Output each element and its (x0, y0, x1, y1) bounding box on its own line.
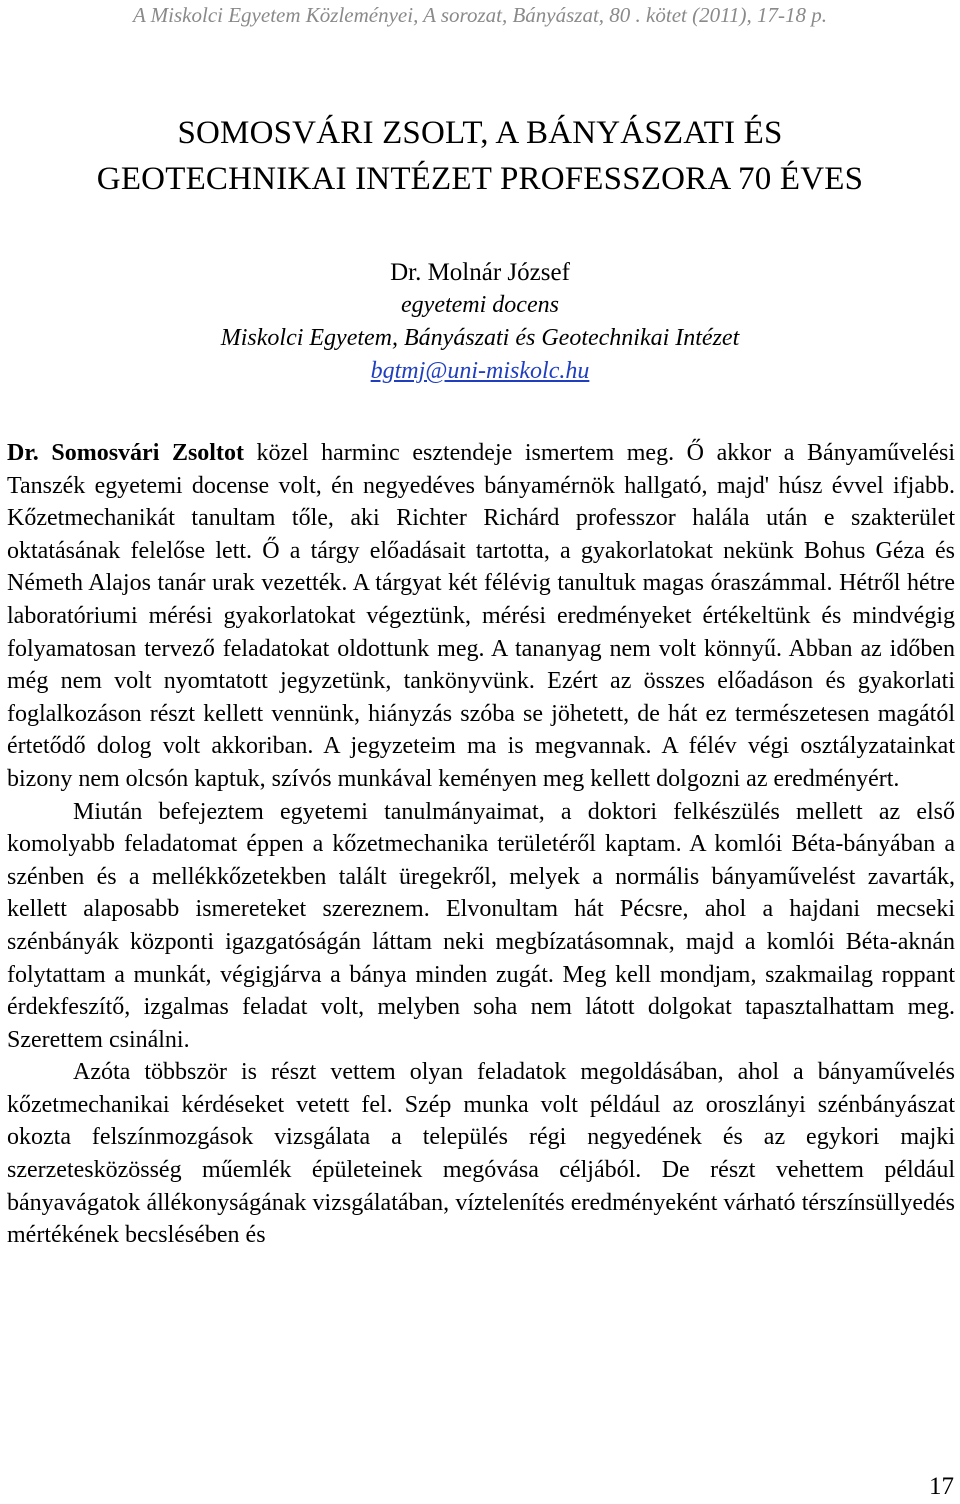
page-number: 17 (929, 1473, 954, 1500)
running-header: A Miskolci Egyetem Közleményei, A sorozat, Bányászat, 80 . kötet (2011), 17-18 p. (132, 3, 828, 27)
author-email-link[interactable]: bgtmj@uni-miskolc.hu (370, 358, 590, 384)
article-title (0, 110, 960, 202)
paragraph-1 (7, 437, 955, 796)
paragraph-3: Azóta többször is részt vettem olyan feladatok megoldásában, ahol a bányaművelés kőzetmechanikai kérdéseket vetett fel. Szép munka volt például az oroszlányi szénbányászat okozta felszínmozgások vizsgálata a település régi negyedének és az egykori majki szerzetesközösség műemlék épületeinek megóvása céljából. De részt vehettem például bányavágatok állékonyságának vizsgálatában, víztelenítés eredményeként várható térszínsüllyedés mértékének becslésében és (7, 1059, 955, 1249)
author-name: Dr. Molnár József (390, 259, 570, 286)
paragraph-1-text: közel harminc esztendeje ismertem meg. Ő akkor a Bányaművelési Tanszék egyetemi docense volt, én negyedéves bányamérnök hallgató, majd' húsz évvel ifjabb. Kőzetmechanikát tanultam tőle, aki Richter Richárd professzor halála után e szakterület oktatásának felelőse lett. Ő a tárgy előadásait tartotta, a gyakorlatokat nekünk Bohus Géza és Németh Alajos tanár urak vezették. A tárgyat két félévig tanultuk magas óraszámmal. Hétről hétre laboratóriumi mérési gyakorlatokat végeztünk, mérési eredményeket értékeltünk és mindvégig folyamatosan tervező feladatokat oldottunk meg. A tananyag nem volt könnyű. Abban az időben még nem volt nyomtatott jegyzetünk, tankönyvünk. Ezért az összes előadáson és gyakorlati foglalkozáson részt kellett vennünk, hiányzás szóba se jöhetett, de hát ez természetesen magától értetődő dolog volt akkoriban. A jegyzeteim ma is megvannak. A félév végi osztályzatainkat bizony nem olcsón kaptuk, szívós munkával keményen meg kellett dolgozni az eredményért. (7, 440, 956, 792)
title-line-2: GEOTECHNIKAI INTÉZET PROFESSZORA 70 ÉVES (96, 161, 864, 197)
article-body (7, 437, 955, 1252)
author-affiliation: Miskolci Egyetem, Bányászati és Geotechnikai Intézet (220, 325, 740, 351)
paragraph-2: Miután befejeztem egyetemi tanulmányaimat, a doktori felkészülés mellett az első komolyabb feladatomat éppen a kőzetmechanika területéről kaptam. A komlói Béta-bányában a szénben és a mellékkőzetekben talált üregekről, melyek a normális bányaművelést zavarták, kellett alaposabb ismereteket szereznem. Elvonultam hát Pécsre, ahol a hajdani mecseki szénbányák központi igazgatóságán láttam neki megbízatásomnak, majd a komlói Béta-aknán folytattam a munkát, végigjárva a bánya minden zugát. Meg kell mondjam, szakmailag roppant érdekfeszítő, izgalmas feladat volt, melyben soha nem látott dolgokat tapasztalhattam meg. Szerettem csinálni. (7, 798, 955, 1053)
subject-name: Dr. Somosvári Zsoltot (7, 440, 244, 466)
author-block (0, 256, 960, 388)
title-line-1: SOMOSVÁRI ZSOLT, A BÁNYÁSZATI ÉS (177, 115, 783, 151)
author-role: egyetemi docens (401, 292, 559, 318)
